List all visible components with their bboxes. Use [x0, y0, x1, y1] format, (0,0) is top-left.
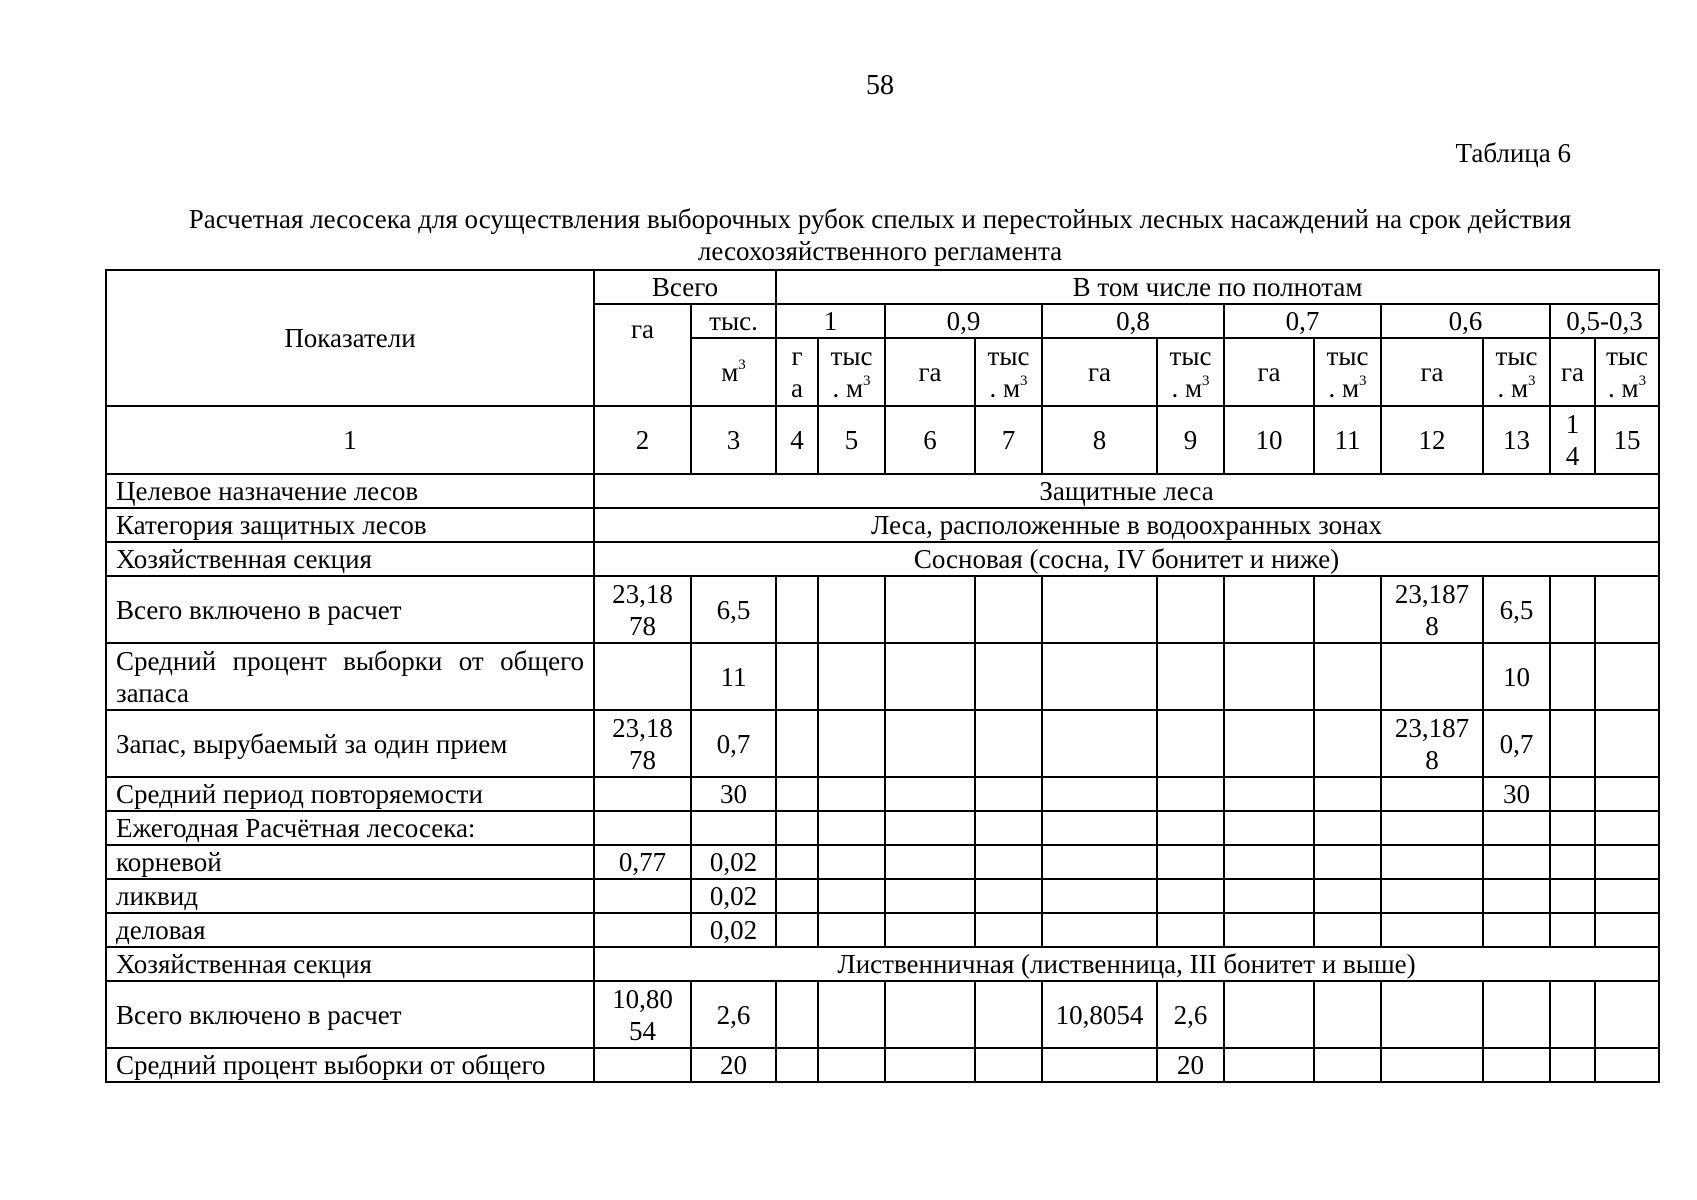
empty-cell — [818, 1048, 885, 1082]
col-number: 1 4 — [1550, 406, 1595, 474]
empty-cell — [818, 576, 885, 643]
merged-value: Лиственничная (лиственница, III бонитет и выше) — [594, 947, 1659, 981]
empty-cell — [1042, 1048, 1157, 1082]
col-number: 9 — [1157, 406, 1224, 474]
row-label: Средний процент выборки от общего — [106, 1048, 594, 1082]
row-label: Хозяйственная секция — [106, 947, 594, 981]
total-m3-cell: 0,02 — [691, 913, 776, 947]
empty-cell — [1224, 1048, 1314, 1082]
total-m3-cell: 0,7 — [691, 710, 776, 777]
empty-cell — [776, 913, 818, 947]
empty-cell — [885, 879, 975, 913]
table-row — [106, 474, 1659, 508]
empty-cell — [1381, 1048, 1483, 1082]
row-label: Ежегодная Расчётная лесосека: — [106, 811, 594, 845]
row-label: Всего включено в расчет — [106, 981, 594, 1048]
empty-cell — [1042, 913, 1157, 947]
total-thous-header: тыс. — [691, 304, 776, 338]
empty-cell — [594, 643, 691, 710]
empty-cell — [885, 845, 975, 879]
empty-cell — [1314, 710, 1381, 777]
empty-cell — [1483, 981, 1550, 1048]
col-number: 5 — [818, 406, 885, 474]
col-number: 6 — [885, 406, 975, 474]
empty-cell — [1314, 981, 1381, 1048]
total-ha-cell: 10,80 54 — [594, 981, 691, 1048]
cutting-area-table — [105, 269, 1660, 1083]
empty-cell — [1314, 643, 1381, 710]
d09-m3-header: тыс . $м^3$ — [975, 338, 1042, 406]
empty-cell — [975, 710, 1042, 777]
d06-m3-header: тыс . $м^3$ — [1483, 338, 1550, 406]
d08-m3-cell: 20 — [1157, 1048, 1224, 1082]
d08-ha-cell: 10,8054 — [1042, 981, 1157, 1048]
total-m3-cell: 0,02 — [691, 845, 776, 879]
empty-cell — [776, 845, 818, 879]
empty-cell — [885, 811, 975, 845]
empty-cell — [1224, 777, 1314, 811]
empty-cell — [1157, 811, 1224, 845]
empty-cell — [818, 643, 885, 710]
d06-ha-cell: 23,187 8 — [1381, 576, 1483, 643]
d07-ha-header: га — [1224, 338, 1314, 406]
col-number: 7 — [975, 406, 1042, 474]
total-m3-cell: 6,5 — [691, 576, 776, 643]
d06-m3-cell: 6,5 — [1483, 576, 1550, 643]
col-number: 11 — [1314, 406, 1381, 474]
d08-m3-header: тыс . $м^3$ — [1157, 338, 1224, 406]
empty-cell — [1483, 1048, 1550, 1082]
empty-cell — [776, 777, 818, 811]
empty-cell — [1224, 981, 1314, 1048]
empty-cell — [1483, 845, 1550, 879]
empty-cell — [975, 845, 1042, 879]
empty-cell — [975, 913, 1042, 947]
table-row — [106, 777, 1659, 811]
empty-cell — [776, 879, 818, 913]
empty-cell — [1042, 879, 1157, 913]
d07-m3-header: тыс . $м^3$ — [1314, 338, 1381, 406]
table-row — [106, 811, 1659, 845]
total-m3-cell: 20 — [691, 1048, 776, 1082]
empty-cell — [1224, 811, 1314, 845]
empty-cell — [1550, 811, 1595, 845]
row-label: Средний период повторяемости — [106, 777, 594, 811]
empty-cell — [1550, 1048, 1595, 1082]
empty-cell — [1595, 576, 1659, 643]
empty-cell — [1550, 913, 1595, 947]
density-09-header: 0,9 — [885, 304, 1042, 338]
total-ha-header: га — [594, 304, 691, 406]
row-label: корневой — [106, 845, 594, 879]
table-row — [106, 879, 1659, 913]
row-label: ликвид — [106, 879, 594, 913]
empty-cell — [1595, 811, 1659, 845]
total-m3-cell: 11 — [691, 643, 776, 710]
empty-cell — [1157, 879, 1224, 913]
empty-cell — [1550, 981, 1595, 1048]
d1-ha-header: г а — [776, 338, 818, 406]
d1-m3-header: тыс . $м^3$ — [818, 338, 885, 406]
empty-cell — [1381, 643, 1483, 710]
empty-cell — [776, 710, 818, 777]
empty-cell — [1157, 845, 1224, 879]
empty-cell — [1042, 811, 1157, 845]
empty-cell — [1314, 879, 1381, 913]
empty-cell — [885, 710, 975, 777]
density-05-03-header: 0,5-0,3 — [1550, 304, 1659, 338]
empty-cell — [1550, 576, 1595, 643]
d05-ha-header: га — [1550, 338, 1595, 406]
empty-cell — [975, 1048, 1042, 1082]
table-row — [106, 576, 1659, 643]
empty-cell — [776, 811, 818, 845]
empty-cell — [1595, 981, 1659, 1048]
empty-cell — [1224, 879, 1314, 913]
header-row-1 — [106, 270, 1659, 304]
empty-cell — [885, 643, 975, 710]
d08-ha-header: га — [1042, 338, 1157, 406]
by-density-header: В том числе по полнотам — [776, 270, 1659, 304]
empty-cell — [975, 643, 1042, 710]
empty-cell — [1042, 710, 1157, 777]
empty-cell — [818, 981, 885, 1048]
empty-cell — [1157, 643, 1224, 710]
empty-cell — [975, 981, 1042, 1048]
d06-m3-cell: 30 — [1483, 777, 1550, 811]
empty-cell — [885, 576, 975, 643]
total-ha-cell: 23,18 78 — [594, 710, 691, 777]
empty-cell — [1381, 981, 1483, 1048]
empty-cell — [1483, 913, 1550, 947]
col-number: 4 — [776, 406, 818, 474]
empty-cell — [1595, 710, 1659, 777]
empty-cell — [1157, 710, 1224, 777]
empty-cell — [776, 1048, 818, 1082]
empty-cell — [594, 913, 691, 947]
empty-cell — [1550, 879, 1595, 913]
d06-ha-cell: 23,187 8 — [1381, 710, 1483, 777]
d08-m3-cell: 2,6 — [1157, 981, 1224, 1048]
row-label: Категория защитных лесов — [106, 508, 594, 542]
table-row — [106, 542, 1659, 576]
empty-cell — [1595, 845, 1659, 879]
col-number: 3 — [691, 406, 776, 474]
empty-cell — [975, 811, 1042, 845]
total-m3-header: $м^3$ — [691, 338, 776, 406]
page-number: 58 — [866, 70, 894, 101]
d09-ha-header: га — [885, 338, 975, 406]
empty-cell — [1157, 913, 1224, 947]
table-row — [106, 845, 1659, 879]
col-number: 15 — [1595, 406, 1659, 474]
empty-cell — [1042, 576, 1157, 643]
table-row — [106, 947, 1659, 981]
empty-cell — [1042, 643, 1157, 710]
total-m3-cell: 0,02 — [691, 879, 776, 913]
col-number: 8 — [1042, 406, 1157, 474]
empty-cell — [885, 1048, 975, 1082]
empty-cell — [1314, 1048, 1381, 1082]
total-header: Всего — [594, 270, 776, 304]
empty-cell — [818, 710, 885, 777]
d06-m3-cell: 10 — [1483, 643, 1550, 710]
empty-cell — [818, 811, 885, 845]
empty-cell — [776, 643, 818, 710]
empty-cell — [1042, 845, 1157, 879]
col-number: 2 — [594, 406, 691, 474]
empty-cell — [1314, 811, 1381, 845]
table-row — [106, 1048, 1659, 1082]
empty-cell — [885, 913, 975, 947]
empty-cell — [1381, 845, 1483, 879]
merged-value: Леса, расположенные в водоохранных зонах — [594, 508, 1659, 542]
column-number-row — [106, 406, 1659, 474]
empty-cell — [1314, 777, 1381, 811]
empty-cell — [691, 811, 776, 845]
empty-cell — [1381, 913, 1483, 947]
empty-cell — [1595, 913, 1659, 947]
total-m3-cell: 2,6 — [691, 981, 776, 1048]
indicators-header: Показатели — [106, 270, 594, 406]
empty-cell — [594, 879, 691, 913]
empty-cell — [1042, 777, 1157, 811]
empty-cell — [1381, 777, 1483, 811]
empty-cell — [1483, 811, 1550, 845]
table-row — [106, 981, 1659, 1048]
density-1-header: 1 — [776, 304, 885, 338]
d06-ha-header: га — [1381, 338, 1483, 406]
empty-cell — [1483, 879, 1550, 913]
total-m3-cell: 30 — [691, 777, 776, 811]
empty-cell — [975, 576, 1042, 643]
row-label: Хозяйственная секция — [106, 542, 594, 576]
empty-cell — [594, 1048, 691, 1082]
table-row — [106, 508, 1659, 542]
empty-cell — [1224, 643, 1314, 710]
row-label: Средний процент выборки от общего запаса — [106, 643, 594, 710]
empty-cell — [818, 777, 885, 811]
empty-cell — [1550, 845, 1595, 879]
table-row — [106, 643, 1659, 710]
total-ha-cell: 0,77 — [594, 845, 691, 879]
empty-cell — [885, 777, 975, 811]
empty-cell — [1595, 777, 1659, 811]
empty-cell — [594, 811, 691, 845]
row-label: Целевое назначение лесов — [106, 474, 594, 508]
empty-cell — [1157, 576, 1224, 643]
empty-cell — [1550, 710, 1595, 777]
row-label: деловая — [106, 913, 594, 947]
empty-cell — [1157, 777, 1224, 811]
empty-cell — [818, 913, 885, 947]
merged-value: Защитные леса — [594, 474, 1659, 508]
table-row — [106, 913, 1659, 947]
empty-cell — [885, 981, 975, 1048]
empty-cell — [975, 879, 1042, 913]
empty-cell — [1224, 710, 1314, 777]
d05-m3-header: тыс . $м^3$ — [1595, 338, 1659, 406]
density-06-header: 0,6 — [1381, 304, 1550, 338]
empty-cell — [1595, 643, 1659, 710]
col-number: 12 — [1381, 406, 1483, 474]
table-row — [106, 710, 1659, 777]
empty-cell — [818, 845, 885, 879]
table-label: Таблица 6 — [1455, 138, 1571, 168]
density-07-header: 0,7 — [1224, 304, 1381, 338]
empty-cell — [1314, 845, 1381, 879]
empty-cell — [594, 777, 691, 811]
col-number: 13 — [1483, 406, 1550, 474]
density-08-header: 0,8 — [1042, 304, 1224, 338]
empty-cell — [818, 879, 885, 913]
col-number: 1 — [106, 406, 594, 474]
row-label: Всего включено в расчет — [106, 576, 594, 643]
col-number: 10 — [1224, 406, 1314, 474]
empty-cell — [1224, 576, 1314, 643]
empty-cell — [1314, 576, 1381, 643]
row-label: Запас, вырубаемый за один прием — [106, 710, 594, 777]
empty-cell — [776, 576, 818, 643]
empty-cell — [776, 981, 818, 1048]
merged-value: Сосновая (сосна, IV бонитет и ниже) — [594, 542, 1659, 576]
empty-cell — [1224, 845, 1314, 879]
empty-cell — [1550, 643, 1595, 710]
empty-cell — [1550, 777, 1595, 811]
empty-cell — [1595, 879, 1659, 913]
total-ha-cell: 23,18 78 — [594, 576, 691, 643]
empty-cell — [975, 777, 1042, 811]
table-caption: Расчетная лесосека для осуществления выборочных рубок спелых и перестойных лесных насаждений на срок действия лесохозяйственного регламента — [188, 204, 1572, 266]
empty-cell — [1381, 811, 1483, 845]
empty-cell — [1314, 913, 1381, 947]
empty-cell — [1595, 1048, 1659, 1082]
empty-cell — [1224, 913, 1314, 947]
d06-m3-cell: 0,7 — [1483, 710, 1550, 777]
empty-cell — [1381, 879, 1483, 913]
